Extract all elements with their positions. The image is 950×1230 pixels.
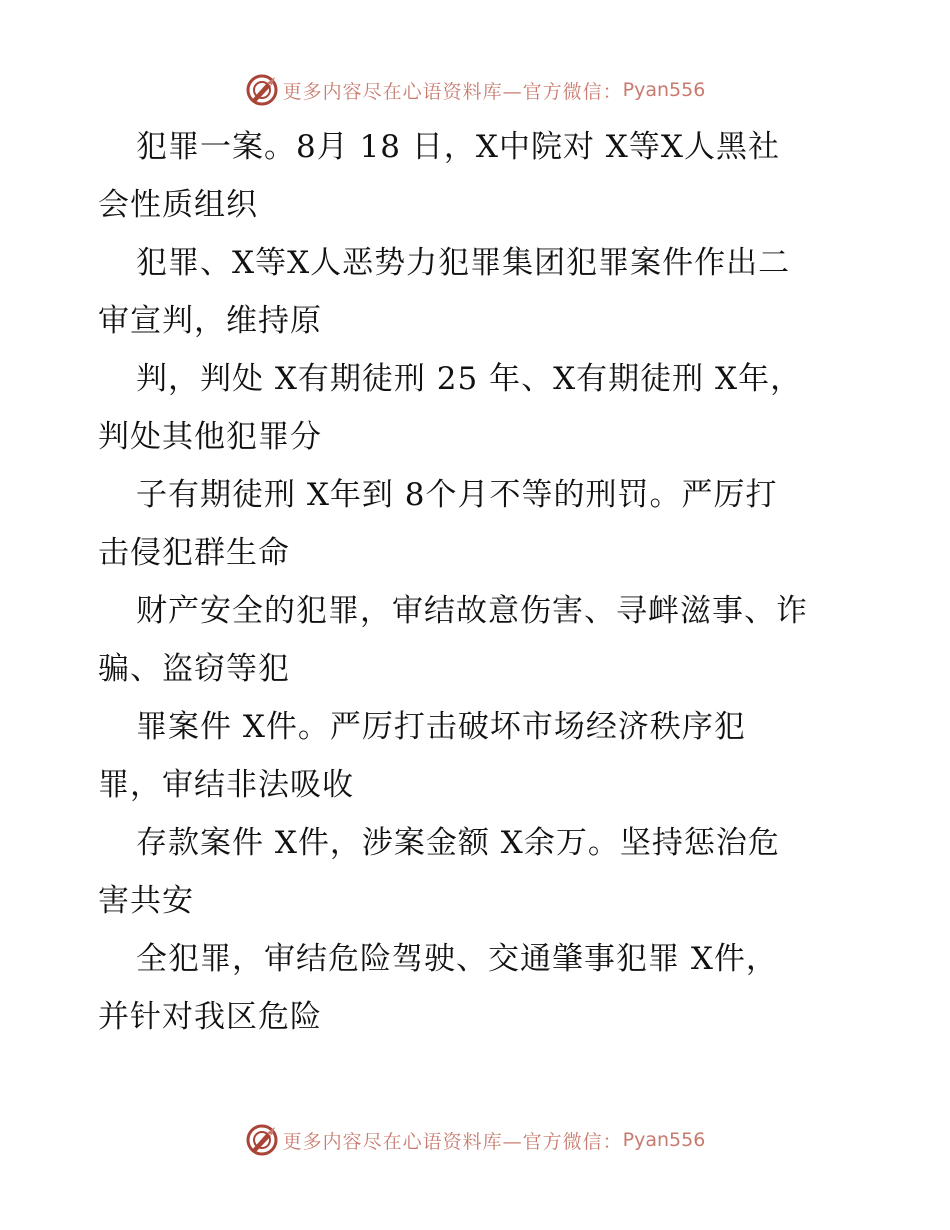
logo-icon xyxy=(245,1123,279,1157)
header-banner xyxy=(0,70,950,110)
body-line: 审宣判，维持原 xyxy=(98,303,322,339)
header-banner-text: 更多内容尽在心语资料库—官方微信： xyxy=(282,80,623,103)
footer-banner xyxy=(0,1120,950,1160)
logo-icon xyxy=(245,73,279,107)
body-line: 击侵犯群生命 xyxy=(98,535,290,571)
body-line: 犯罪、X等X人恶势力犯罪集团犯罪案件作出二 xyxy=(136,245,791,281)
body-line: 骗、盗窃等犯 xyxy=(98,651,290,687)
body-line: 子有期徒刑 X年到 8个月不等的刑罚。严厉打 xyxy=(136,477,778,513)
body-line: 判，判处 X有期徒刑 25 年、X有期徒刑 X年， xyxy=(136,361,803,397)
body-line: 全犯罪，审结危险驾驶、交通肇事犯罪 X件， xyxy=(136,941,778,977)
body-line: 会性质组织 xyxy=(98,187,258,223)
body-line: 罪案件 X件。严厉打击破坏市场经济秩序犯 xyxy=(136,709,746,745)
body-line: 罪，审结非法吸收 xyxy=(98,767,354,803)
header-banner-id: Pyan556 xyxy=(622,79,706,101)
document-body xyxy=(98,118,878,1046)
footer-banner-text: 更多内容尽在心语资料库—官方微信： xyxy=(282,1130,623,1153)
body-line: 犯罪一案。8月 18 日，X中院对 X等X人黑社 xyxy=(136,129,780,165)
body-line: 财产安全的犯罪，审结故意伤害、寻衅滋事、诈 xyxy=(136,593,808,629)
footer-banner-id: Pyan556 xyxy=(622,1129,706,1151)
body-line: 判处其他犯罪分 xyxy=(98,419,322,455)
body-line: 害共安 xyxy=(98,883,194,919)
body-line: 存款案件 X件，涉案金额 X余万。坚持惩治危 xyxy=(136,825,780,861)
body-line: 并针对我区危险 xyxy=(98,999,322,1035)
